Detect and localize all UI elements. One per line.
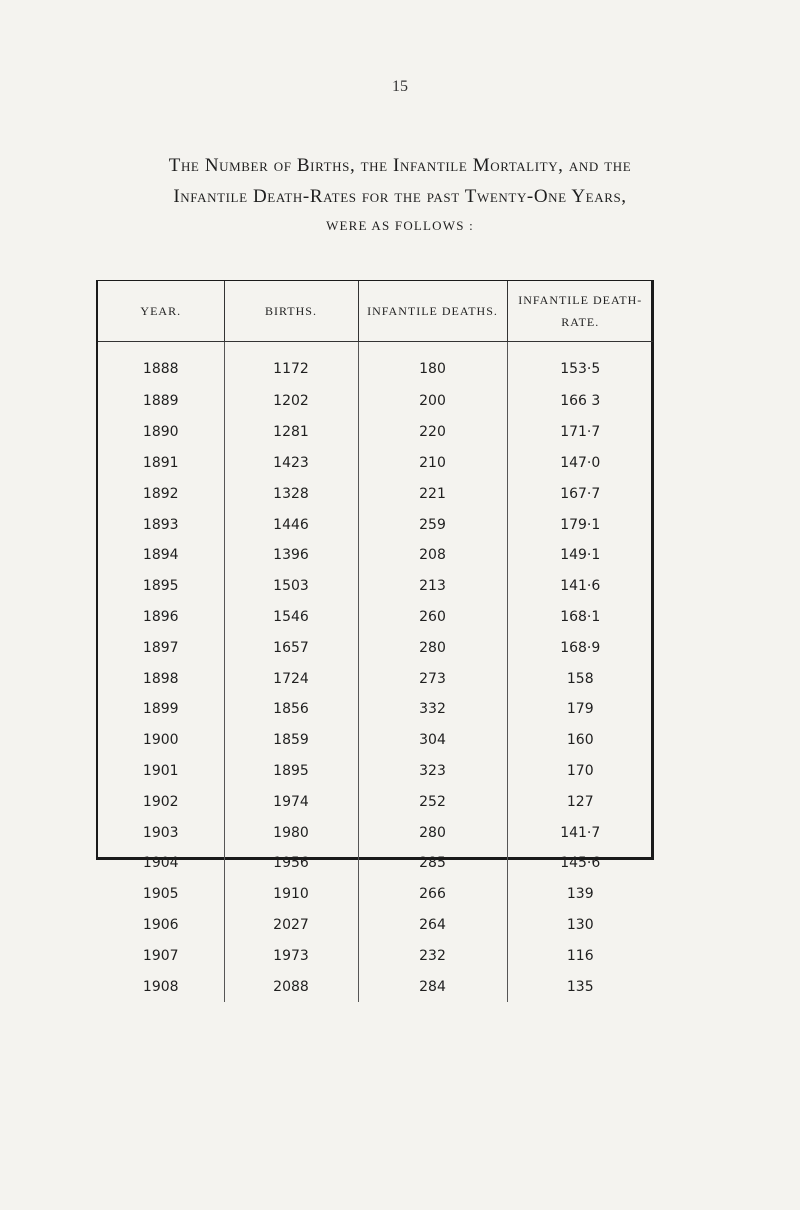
cell-infantile-deaths: 220 (358, 417, 507, 448)
statistics-table (96, 280, 654, 995)
header-infantile-death-rate: INFANTILE DEATH-RATE. (507, 281, 653, 342)
page-title (60, 150, 740, 240)
cell-infantile-deaths: 323 (358, 756, 507, 787)
cell-births: 1974 (224, 786, 358, 817)
cell-death-rate: 170 (507, 756, 653, 787)
cell-year: 1908 (142, 978, 179, 995)
cell-death-rate: 168·1 (507, 602, 653, 633)
cell-infantile-deaths: 284 (358, 971, 507, 1002)
cell-year: 1899 (142, 701, 179, 718)
page-number: 15 (392, 78, 408, 95)
header-infantile-deaths: INFANTILE DEATHS. (358, 281, 507, 342)
cell-death-rate: 168·9 (507, 632, 653, 663)
cell-infantile-deaths: 280 (358, 632, 507, 663)
cell-death-rate: 127 (507, 786, 653, 817)
cell-year: 1898 (142, 670, 179, 687)
table-row (98, 848, 653, 879)
cell-births: 1856 (224, 694, 358, 725)
cell-year: 1905 (142, 886, 179, 903)
cell-births: 1895 (224, 756, 358, 787)
cell-death-rate: 139 (507, 879, 653, 910)
cell-infantile-deaths: 232 (358, 940, 507, 971)
cell-year: 1894 (142, 547, 179, 564)
cell-death-rate: 141·6 (507, 571, 653, 602)
table-row (98, 478, 653, 509)
cell-births: 1202 (224, 386, 358, 417)
cell-year: 1888 (142, 361, 179, 377)
cell-death-rate: 145·6 (507, 848, 653, 879)
cell-year: 1904 (142, 855, 179, 872)
cell-death-rate: 141·7 (507, 817, 653, 848)
cell-death-rate: 179·1 (507, 509, 653, 540)
cell-death-rate: 130 (507, 910, 653, 941)
cell-infantile-deaths: 221 (358, 478, 507, 509)
title-line-2: Infantile Death-Rates for the past Twenty-One Years, (173, 186, 627, 207)
table-row (98, 971, 653, 1002)
cell-infantile-deaths: 200 (358, 386, 507, 417)
cell-death-rate: 166 3 (507, 386, 653, 417)
cell-death-rate: 116 (507, 940, 653, 971)
cell-infantile-deaths: 285 (358, 848, 507, 879)
cell-births: 1956 (224, 848, 358, 879)
cell-births: 2027 (224, 910, 358, 941)
cell-births: 1328 (224, 478, 358, 509)
cell-infantile-deaths: 266 (358, 879, 507, 910)
cell-births: 2088 (224, 971, 358, 1002)
cell-year: 1902 (142, 793, 179, 810)
cell-births: 1724 (224, 663, 358, 694)
cell-births: 1172 (224, 342, 358, 387)
table-row (98, 540, 653, 571)
cell-infantile-deaths: 259 (358, 509, 507, 540)
cell-year: 1892 (142, 485, 179, 502)
table-row (98, 386, 653, 417)
table-row (98, 342, 653, 387)
cell-death-rate: 160 (507, 725, 653, 756)
table-row (98, 910, 653, 941)
table-row (98, 509, 653, 540)
table-row (98, 756, 653, 787)
cell-death-rate: 158 (507, 663, 653, 694)
table-row (98, 940, 653, 971)
cell-year: 1890 (142, 424, 179, 441)
cell-year: 1893 (142, 516, 179, 533)
cell-year: 1907 (142, 947, 179, 964)
cell-infantile-deaths: 332 (358, 694, 507, 725)
table-row (98, 663, 653, 694)
cell-infantile-deaths: 210 (358, 448, 507, 479)
cell-births: 1546 (224, 602, 358, 633)
cell-births: 1423 (224, 448, 358, 479)
cell-infantile-deaths: 208 (358, 540, 507, 571)
cell-death-rate: 153·5 (507, 342, 653, 387)
header-year: YEAR. (98, 281, 224, 342)
cell-year: 1895 (142, 578, 179, 595)
cell-births: 1859 (224, 725, 358, 756)
cell-births: 1446 (224, 509, 358, 540)
cell-infantile-deaths: 252 (358, 786, 507, 817)
cell-births: 1503 (224, 571, 358, 602)
cell-death-rate: 135 (507, 971, 653, 1002)
cell-year: 1896 (142, 608, 179, 625)
cell-year: 1891 (142, 454, 179, 471)
cell-infantile-deaths: 280 (358, 817, 507, 848)
table-row (98, 786, 653, 817)
table-row (98, 417, 653, 448)
table-row (98, 632, 653, 663)
cell-births: 1910 (224, 879, 358, 910)
title-line-1: The Number of Births, the Infantile Mortality, and the (168, 155, 632, 176)
cell-death-rate: 179 (507, 694, 653, 725)
table-row (98, 879, 653, 910)
cell-death-rate: 147·0 (507, 448, 653, 479)
cell-infantile-deaths: 264 (358, 910, 507, 941)
cell-births: 1396 (224, 540, 358, 571)
cell-infantile-deaths: 273 (358, 663, 507, 694)
table-row (98, 571, 653, 602)
cell-infantile-deaths: 304 (358, 725, 507, 756)
title-line-3: WERE AS FOLLOWS : (326, 218, 474, 233)
cell-year: 1889 (142, 393, 179, 410)
cell-year: 1906 (142, 916, 179, 933)
cell-death-rate: 171·7 (507, 417, 653, 448)
table-row (98, 694, 653, 725)
cell-year: 1903 (142, 824, 179, 841)
table-row (98, 448, 653, 479)
table-row (98, 725, 653, 756)
cell-infantile-deaths: 260 (358, 602, 507, 633)
table-row (98, 602, 653, 633)
cell-infantile-deaths: 180 (358, 342, 507, 387)
cell-death-rate: 149·1 (507, 540, 653, 571)
cell-infantile-deaths: 213 (358, 571, 507, 602)
table-row (98, 817, 653, 848)
cell-births: 1657 (224, 632, 358, 663)
header-births: BIRTHS. (224, 281, 358, 342)
table-header-row (98, 281, 653, 342)
cell-births: 1980 (224, 817, 358, 848)
cell-death-rate: 167·7 (507, 478, 653, 509)
cell-year: 1897 (142, 639, 179, 656)
cell-births: 1281 (224, 417, 358, 448)
cell-year: 1901 (142, 762, 179, 779)
cell-year: 1900 (142, 732, 179, 749)
cell-births: 1973 (224, 940, 358, 971)
table-body (98, 342, 653, 1002)
